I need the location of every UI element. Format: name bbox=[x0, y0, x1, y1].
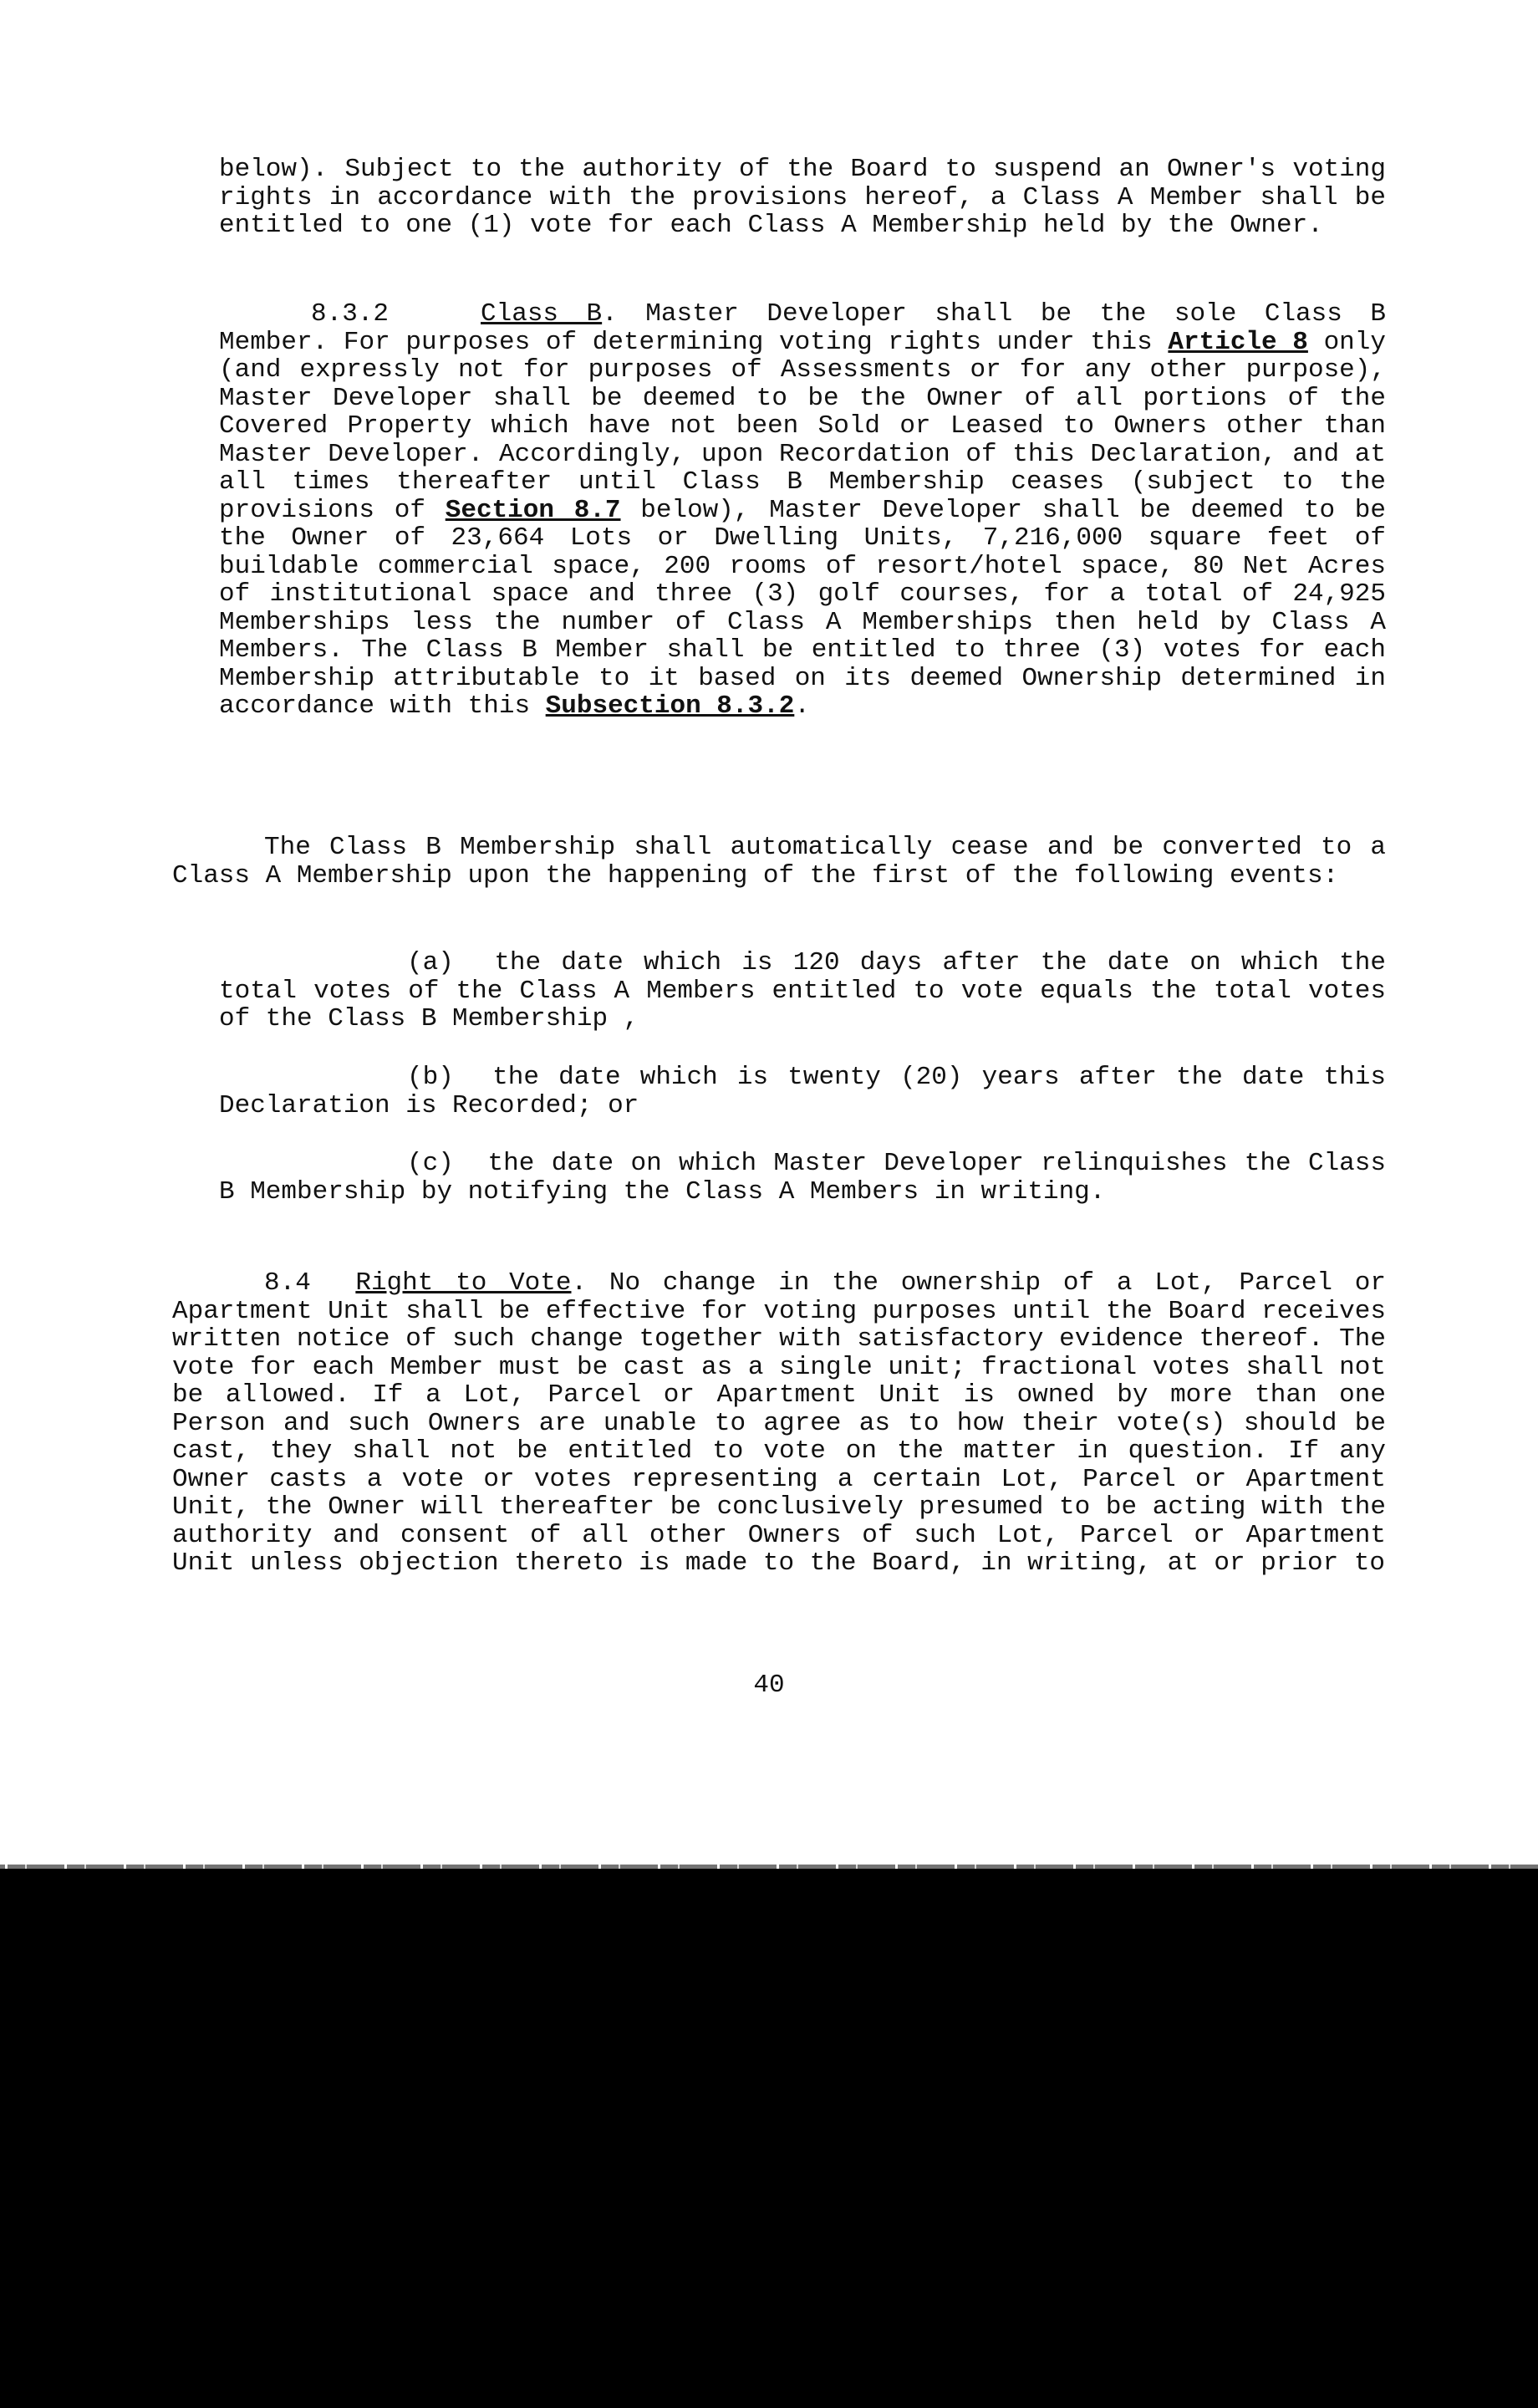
section-text-2: only (and expressly not for purposes of Assessments or for any other purpose), Master Developer shall be deemed to be the Owner of all portions of the Covered Property which have not been Sold or Leased to Owners other than Master Developer. Accordingly, upon Recordation of this Declaration, and at all times thereafter until Class B Membership ceases (subject to the provisions of bbox=[219, 327, 1386, 525]
section-number: 8.4 bbox=[264, 1268, 311, 1298]
section-text-3: below), Master Developer shall be deemed to be the Owner of 23,664 Lots or Dwelling Units, 7,216,000 square feet of buildable commercial space, 200 rooms of resort/hotel space, 80 Net Acres of institutional space and three (3) golf courses, for a total of 24,925 Memberships less the number of Class A Memberships then held by Class A Members. The Class B Member shall be entitled to three (3) votes for each Membership attributable to it based on its deemed Ownership determined in accordance with this bbox=[219, 495, 1386, 721]
paragraph-text: below). Subject to the authority of the Board to suspend an Owner's voting rights in accordance with the provisions hereof, a Class A Member shall be entitled to one (1) vote for each Class A Membership held by the Owner. bbox=[219, 155, 1386, 240]
item-label: (c) bbox=[407, 1149, 454, 1178]
section-text: . No change in the ownership of a Lot, Parcel or Apartment Unit shall be effective for voting purposes until the Board receives written notice of such change together with satisfactory evidence thereof. The vote for each Member must be cast as a single unit; fractional votes shall not be allowed. If a Lot, Parcel or Apartment Unit is owned by more than one Person and such Owners are unable to agree as to how their vote(s) should be cast, they shall not be entitled to vote on the matter in question. If any Owner casts a vote or votes representing a certain Lot, Parcel or Apartment Unit, the Owner will thereafter be conclusively presumed to be acting with the authority and consent of all other Owners of such Lot, Parcel or Apartment Unit unless objection thereto is made to the Board, in writing, at or prior to bbox=[172, 1268, 1386, 1578]
item-text: the date which is twenty (20) years after the date this Declaration is Recorded; or bbox=[219, 1063, 1386, 1120]
paragraph-continuation bbox=[219, 156, 1386, 240]
list-item-b bbox=[219, 1064, 1386, 1120]
section-reference: Section 8.7 bbox=[445, 495, 621, 525]
section-8-3-2 bbox=[219, 300, 1386, 721]
section-heading: Class B bbox=[481, 299, 603, 329]
item-text: the date which is 120 days after the date on which the total votes of the Class A Members entitled to vote equals the total votes of the Class B Membership , bbox=[219, 948, 1386, 1033]
paragraph-class-b-cessation bbox=[172, 834, 1386, 890]
item-text: the date on which Master Developer relinquishes the Class B Membership by notifying the Class A Members in writing. bbox=[219, 1149, 1386, 1207]
section-heading: Right to Vote bbox=[355, 1268, 572, 1298]
subsection-reference: Subsection 8.3.2 bbox=[545, 691, 795, 721]
section-8-4 bbox=[172, 1269, 1386, 1578]
list-item-a bbox=[219, 949, 1386, 1033]
section-number: 8.3.2 bbox=[311, 299, 390, 329]
section-text-4: . bbox=[794, 691, 810, 721]
section-text-1: . Master Developer shall be the sole Class B Member. For purposes of determining voting rights under this bbox=[219, 299, 1386, 357]
page-number: 40 bbox=[753, 1671, 785, 1700]
item-label: (b) bbox=[407, 1063, 454, 1092]
list-item-c bbox=[219, 1150, 1386, 1206]
item-label: (a) bbox=[407, 948, 454, 977]
paragraph-text: The Class B Membership shall automatically cease and be converted to a Class A Membership upon the happening of the first of the following events: bbox=[172, 833, 1386, 890]
article-reference: Article 8 bbox=[1168, 327, 1308, 357]
scan-black-border bbox=[0, 1869, 1538, 2408]
